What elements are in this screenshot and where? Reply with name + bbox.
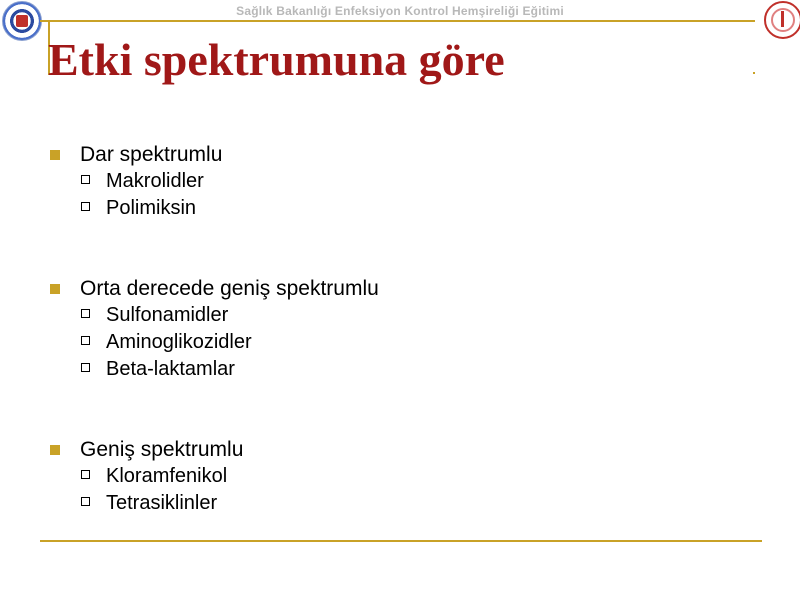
list-item [48,142,748,168]
group-label: Dar spektrumlu [80,143,223,166]
sub-item-label: Kloramfenikol [106,465,228,487]
sub-list-item [48,463,748,490]
hollow-square-bullet-icon [81,363,90,372]
hollow-square-bullet-icon [81,175,90,184]
slide-title: Etki spektrumuna göre [48,34,505,85]
group-broad-spectrum [48,437,748,517]
hollow-square-bullet-icon [81,202,90,211]
group-narrow-spectrum [48,142,748,222]
sub-list-item [48,329,748,356]
square-bullet-icon [50,150,60,160]
slide-header: Sağlık Bakanlığı Enfeksiyon Kontrol Hemşireliği Eğitimi [236,4,564,18]
sub-item-label: Aminoglikozidler [106,331,252,353]
medical-emblem-icon [764,1,800,39]
sub-list-item [48,302,748,329]
group-label: Geniş spektrumlu [80,438,244,461]
sub-list-item [48,195,748,222]
list-item [48,437,748,463]
sub-item-label: Makrolidler [106,170,204,192]
group-medium-spectrum [48,276,748,383]
hollow-square-bullet-icon [81,497,90,506]
sub-list-item [48,168,748,195]
hollow-square-bullet-icon [81,309,90,318]
hollow-square-bullet-icon [81,336,90,345]
square-bullet-icon [50,445,60,455]
hollow-square-bullet-icon [81,470,90,479]
square-bullet-icon [50,284,60,294]
top-divider [40,20,755,22]
bottom-divider [40,540,762,542]
decorative-dot [753,72,755,74]
list-item [48,276,748,302]
group-label: Orta derecede geniş spektrumlu [80,277,379,300]
sub-item-label: Tetrasiklinler [106,492,218,514]
sub-item-label: Beta-laktamlar [106,358,235,380]
sub-item-label: Polimiksin [106,197,197,219]
bullet-list [48,142,748,571]
sub-item-label: Sulfonamidler [106,304,229,326]
sub-list-item [48,490,748,517]
sub-list-item [48,356,748,383]
